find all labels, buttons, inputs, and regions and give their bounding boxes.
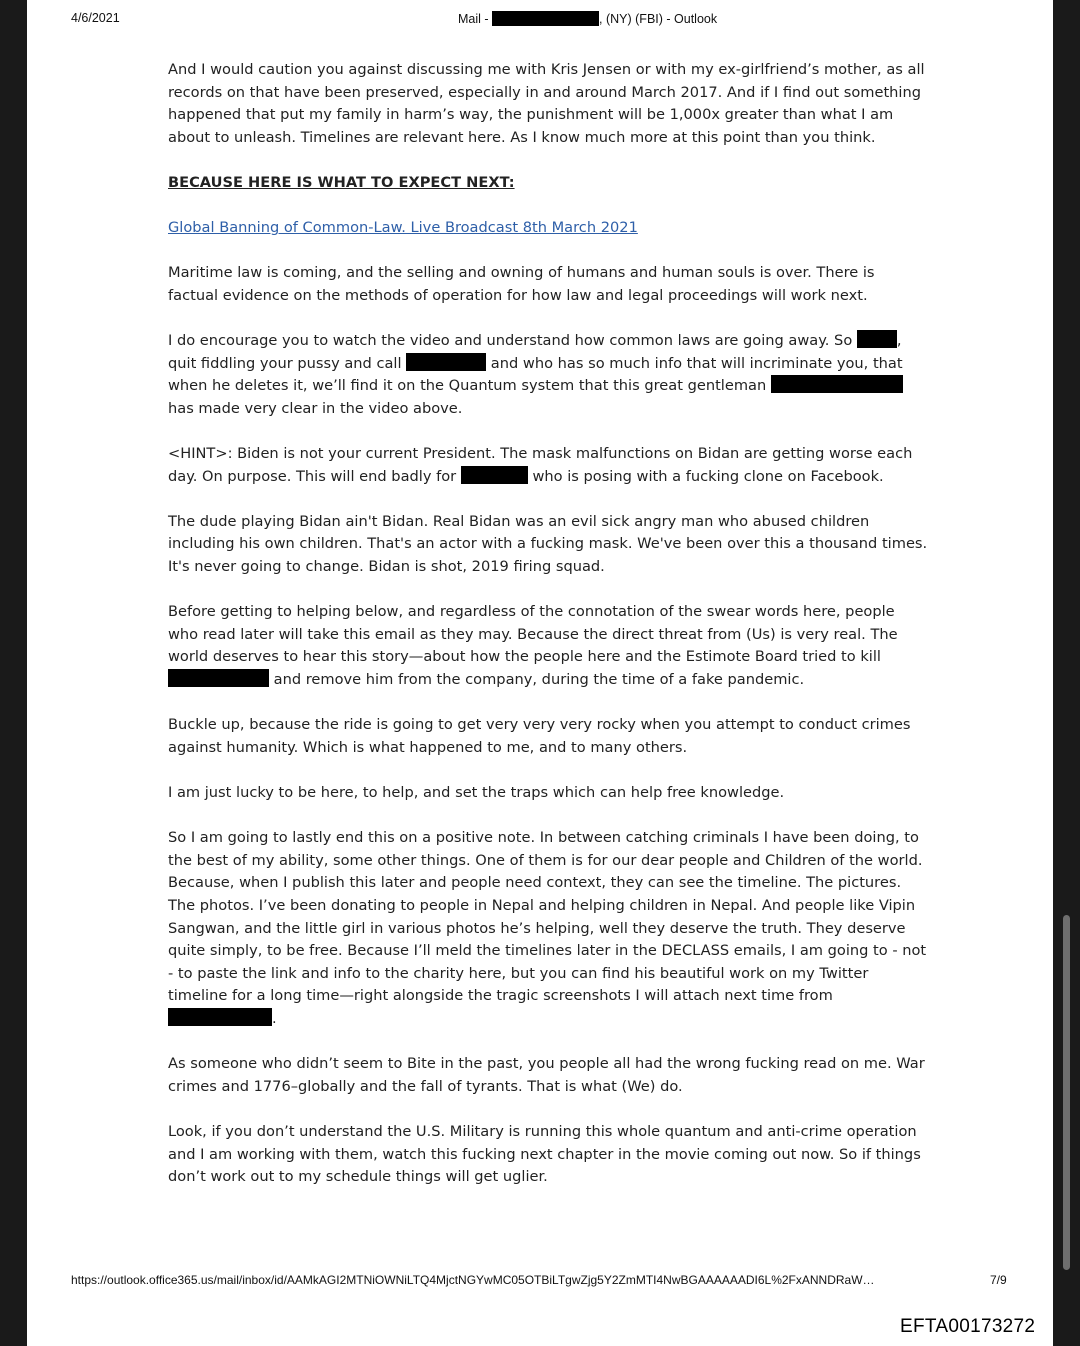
text-segment: <HINT>: Biden is not your current President. The mask malfunctions on Bidan are getting worse each day. On purpose. This will end badly for	[168, 445, 913, 485]
page-number: 7/9	[990, 1273, 1007, 1287]
print-date: 4/6/2021	[71, 11, 120, 25]
text-segment: has made very clear in the video above.	[168, 399, 463, 417]
text-segment: .	[272, 1009, 277, 1027]
redaction-box	[461, 466, 528, 484]
text-segment: , quit fiddling your pussy and call	[168, 332, 902, 372]
paragraph-military: Look, if you don’t understand the U.S. Military is running this whole quantum and anti-crime operation and I am working with them, watch this fucking next chapter in the movie coming out now. So if things don’t work out to my schedule things will get uglier.	[168, 1122, 921, 1186]
section-heading: BECAUSE HERE IS WHAT TO EXPECT NEXT:	[168, 173, 515, 191]
paragraph-lucky: I am just lucky to be here, to help, and set the traps which can help free knowledge.	[168, 784, 785, 801]
paragraph-buckle: Buckle up, because the ride is going to get very very very rocky when you attempt to conduct crimes against humanity. Which is what happened to me, and to many others.	[168, 716, 911, 756]
redaction-box	[168, 1008, 272, 1026]
scrollbar[interactable]	[1063, 915, 1070, 1270]
redaction-box	[492, 11, 599, 26]
title-prefix: Mail -	[458, 12, 493, 26]
email-body	[168, 59, 928, 1211]
print-title	[458, 11, 717, 26]
redaction-box	[406, 353, 486, 371]
paragraph-positive	[168, 827, 928, 1030]
text-segment: So I am going to lastly end this on a positive note. In between catching criminals I have been doing, to the best of my ability, some other things. One of them is for our dear people and Children of the world. Because, when I publish this later and people need context, they can see the timeline. The pictures. The photos. I’ve been donating to people in Nepal and helping children in Nepal. And people like Vipin Sangwan, and the little girl in various photos he’s helping, well they deserve the truth. They deserve quite simply, to be free. Because I’ll meld the timelines later in the DECLASS emails, I am going to - not - to paste the link and info to the charity here, but you can find his beautiful work on my Twitter timeline for a long time—right alongside the tragic screenshots I will attach next time from	[168, 829, 927, 1005]
redaction-box	[771, 375, 903, 393]
redaction-box	[168, 669, 269, 687]
paragraph-actor: The dude playing Bidan ain't Bidan. Real Bidan was an evil sick angry man who abused children including his own children. That's an actor with a fucking mask. We've been over this a thousand times. It's never going to change. Bidan is shot, 2019 firing squad.	[168, 512, 928, 576]
paragraph-maritime: Maritime law is coming, and the selling and owning of humans and human souls is over. There is factual evidence on the methods of operation for how law and legal proceedings will work next.	[168, 264, 875, 304]
text-segment: Before getting to helping below, and regardless of the connotation of the swear words here, people who read later will take this email as they may. Because the direct threat from (Us) is very real. The world deserves to hear this story—about how the people here and the Estimote Board tried to kill	[168, 603, 898, 666]
text-segment: I do encourage you to watch the video and understand how common laws are going away. So	[168, 332, 857, 350]
broadcast-link[interactable]: Global Banning of Common-Law. Live Broadcast 8th March 2021	[168, 219, 638, 237]
paragraph-threat	[168, 601, 928, 691]
paragraph-video	[168, 330, 928, 420]
text-segment: and remove him from the company, during the time of a fake pandemic.	[269, 671, 805, 689]
print-url: https://outlook.office365.us/mail/inbox/id/AAMkAGI2MTNiOWNiLTQ4MjctNGYwMC05OTBiLTgwZjg5Y2ZmMTI4NwBGAAAAAADI6L%2FxANNDRaW…	[71, 1273, 875, 1287]
text-segment: who is posing with a fucking clone on Facebook.	[527, 467, 884, 485]
title-suffix: , (NY) (FBI) - Outlook	[599, 12, 718, 26]
paragraph-hint	[168, 443, 928, 488]
text-segment: and who has so much info that will incriminate you, that when he deletes it, we’ll find it on the Quantum system that this great gentleman	[168, 354, 903, 395]
paragraph-war: As someone who didn’t seem to Bite in the past, you people all had the wrong fucking read on me. War crimes and 1776–globally and the fall of tyrants. That is what (We) do.	[168, 1055, 925, 1095]
paragraph-caution: And I would caution you against discussing me with Kris Jensen or with my ex-girlfriend’s mother, as all records on that have been preserved, especially in and around March 2017. And if I find out something happened that put my family in harm’s way, the punishment will be 1,000x greater than what I am about to unleash. Timelines are relevant here. As I know much more at this point than you think.	[168, 61, 925, 146]
redaction-box	[857, 330, 897, 348]
bates-stamp: EFTA00173272	[900, 1316, 1036, 1337]
